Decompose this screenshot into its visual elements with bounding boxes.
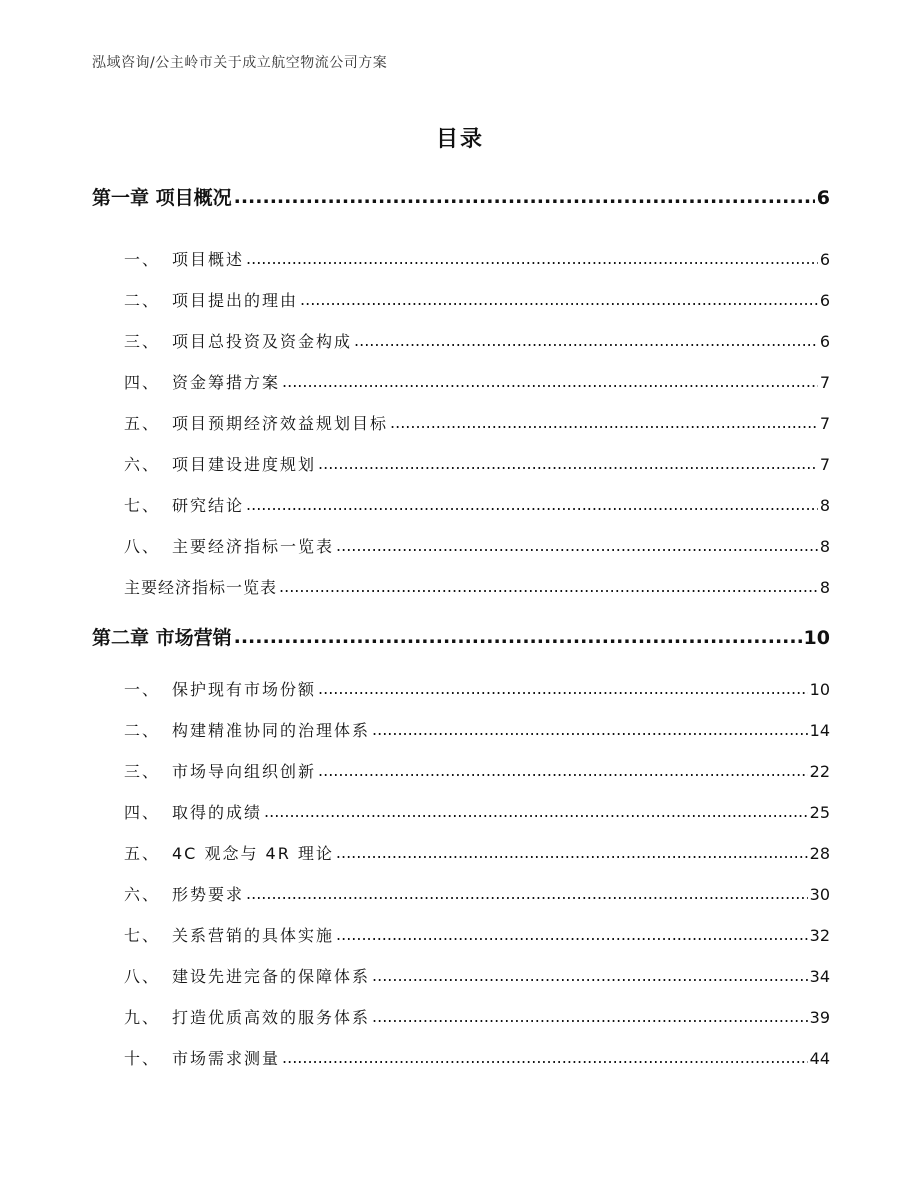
toc-section-number: 五、 xyxy=(124,844,161,863)
toc-section-2-9[interactable] xyxy=(124,1005,830,1028)
toc-section-label: 市场需求测量 xyxy=(172,1049,281,1068)
toc-chapter-2[interactable] xyxy=(92,623,830,650)
dot-leader xyxy=(279,577,818,596)
dot-leader xyxy=(372,1007,808,1026)
toc-page-number: 8 xyxy=(819,537,830,556)
toc-section-label: 建设先进完备的保障体系 xyxy=(172,967,371,986)
toc-section-2-8[interactable] xyxy=(124,964,830,987)
toc-page-number: 28 xyxy=(809,844,830,863)
toc-page-number: 22 xyxy=(809,762,830,781)
toc-page-number: 44 xyxy=(809,1049,830,1068)
dot-leader xyxy=(282,372,818,391)
toc-section-number: 二、 xyxy=(124,291,161,310)
toc-section-2-5[interactable] xyxy=(124,841,830,864)
dot-leader xyxy=(354,331,818,350)
toc-page-number: 34 xyxy=(809,967,830,986)
toc-section-number: 七、 xyxy=(124,926,161,945)
toc-table-label: 主要经济指标一览表 xyxy=(124,578,278,597)
dot-leader xyxy=(390,413,818,432)
toc-section-1-4[interactable] xyxy=(124,370,830,393)
toc-section-2-7[interactable] xyxy=(124,923,830,946)
running-header: 泓域咨询/公主岭市关于成立航空物流公司方案 xyxy=(92,55,388,71)
toc-section-label: 关系营销的具体实施 xyxy=(172,926,335,945)
dot-leader xyxy=(372,720,808,739)
toc-page-number: 7 xyxy=(819,414,830,433)
dot-leader xyxy=(264,802,808,821)
toc-page-number: 30 xyxy=(809,885,830,904)
dot-leader xyxy=(318,761,808,780)
toc-section-number: 一、 xyxy=(124,250,161,269)
toc-section-number: 九、 xyxy=(124,1008,161,1027)
toc-section-1-3[interactable] xyxy=(124,329,830,352)
dot-leader xyxy=(336,925,808,944)
toc-section-2-4[interactable] xyxy=(124,800,830,823)
toc-section-label: 项目建设进度规划 xyxy=(172,455,317,474)
toc-table-entry[interactable] xyxy=(124,575,830,598)
toc-page-number: 8 xyxy=(819,578,830,597)
toc-chapter-1[interactable] xyxy=(92,183,830,210)
toc-section-label: 资金筹措方案 xyxy=(172,373,281,392)
dot-leader xyxy=(318,454,818,473)
dot-leader xyxy=(246,884,808,903)
toc-page-number: 6 xyxy=(819,291,830,310)
toc-section-number: 七、 xyxy=(124,496,161,515)
toc-section-number: 三、 xyxy=(124,762,161,781)
toc-section-label: 打造优质高效的服务体系 xyxy=(172,1008,371,1027)
toc-section-2-3[interactable] xyxy=(124,759,830,782)
toc-page-number: 39 xyxy=(809,1008,830,1027)
toc-section-number: 一、 xyxy=(124,680,161,699)
toc-chapter-label: 第一章 项目概况 xyxy=(92,187,232,209)
toc-section-label: 主要经济指标一览表 xyxy=(172,537,335,556)
toc-section-1-5[interactable] xyxy=(124,411,830,434)
toc-page-number: 6 xyxy=(819,250,830,269)
dot-leader xyxy=(246,495,818,514)
toc-section-label: 项目总投资及资金构成 xyxy=(172,332,353,351)
toc-page-number: 7 xyxy=(819,373,830,392)
toc-section-label: 形势要求 xyxy=(172,885,245,904)
toc-section-number: 六、 xyxy=(124,885,161,904)
toc-section-label: 构建精准协同的治理体系 xyxy=(172,721,371,740)
toc-section-number: 六、 xyxy=(124,455,161,474)
toc-section-label: 取得的成绩 xyxy=(172,803,263,822)
toc-section-2-10[interactable] xyxy=(124,1046,830,1069)
toc-section-2-6[interactable] xyxy=(124,882,830,905)
toc-section-label: 研究结论 xyxy=(172,496,245,515)
toc-section-number: 三、 xyxy=(124,332,161,351)
toc-title: 目录 xyxy=(435,127,484,152)
dot-leader xyxy=(336,843,808,862)
toc-section-number: 四、 xyxy=(124,803,161,822)
toc-section-label: 项目概述 xyxy=(172,250,245,269)
dot-leader xyxy=(246,249,818,268)
toc-section-1-2[interactable] xyxy=(124,288,830,311)
toc-page-number: 6 xyxy=(816,187,830,209)
dot-leader xyxy=(234,626,802,648)
dot-leader xyxy=(282,1048,808,1067)
toc-page-number: 10 xyxy=(803,627,830,649)
toc-section-label: 保护现有市场份额 xyxy=(172,680,317,699)
dot-leader xyxy=(372,966,808,985)
toc-page-number: 14 xyxy=(809,721,830,740)
toc-page-number: 25 xyxy=(809,803,830,822)
toc-section-1-6[interactable] xyxy=(124,452,830,475)
toc-section-1-8[interactable] xyxy=(124,534,830,557)
toc-section-number: 二、 xyxy=(124,721,161,740)
toc-section-label: 市场导向组织创新 xyxy=(172,762,317,781)
toc-section-label: 项目预期经济效益规划目标 xyxy=(172,414,389,433)
toc-page-number: 7 xyxy=(819,455,830,474)
dot-leader xyxy=(318,679,808,698)
toc-section-label: 4C 观念与 4R 理论 xyxy=(172,844,334,863)
toc-section-2-2[interactable] xyxy=(124,718,830,741)
dot-leader xyxy=(234,186,815,208)
dot-leader xyxy=(300,290,818,309)
toc-section-number: 十、 xyxy=(124,1049,161,1068)
toc-section-number: 八、 xyxy=(124,967,161,986)
dot-leader xyxy=(336,536,818,555)
toc-page-number: 10 xyxy=(809,680,830,699)
toc-section-number: 五、 xyxy=(124,414,161,433)
toc-page-number: 32 xyxy=(809,926,830,945)
toc-section-label: 项目提出的理由 xyxy=(172,291,299,310)
toc-section-1-7[interactable] xyxy=(124,493,830,516)
toc-section-number: 四、 xyxy=(124,373,161,392)
toc-section-number: 八、 xyxy=(124,537,161,556)
toc-page-number: 8 xyxy=(819,496,830,515)
toc-section-2-1[interactable] xyxy=(124,677,830,700)
toc-page-number: 6 xyxy=(819,332,830,351)
toc-chapter-label: 第二章 市场营销 xyxy=(92,627,232,649)
toc-section-1-1[interactable] xyxy=(124,247,830,270)
